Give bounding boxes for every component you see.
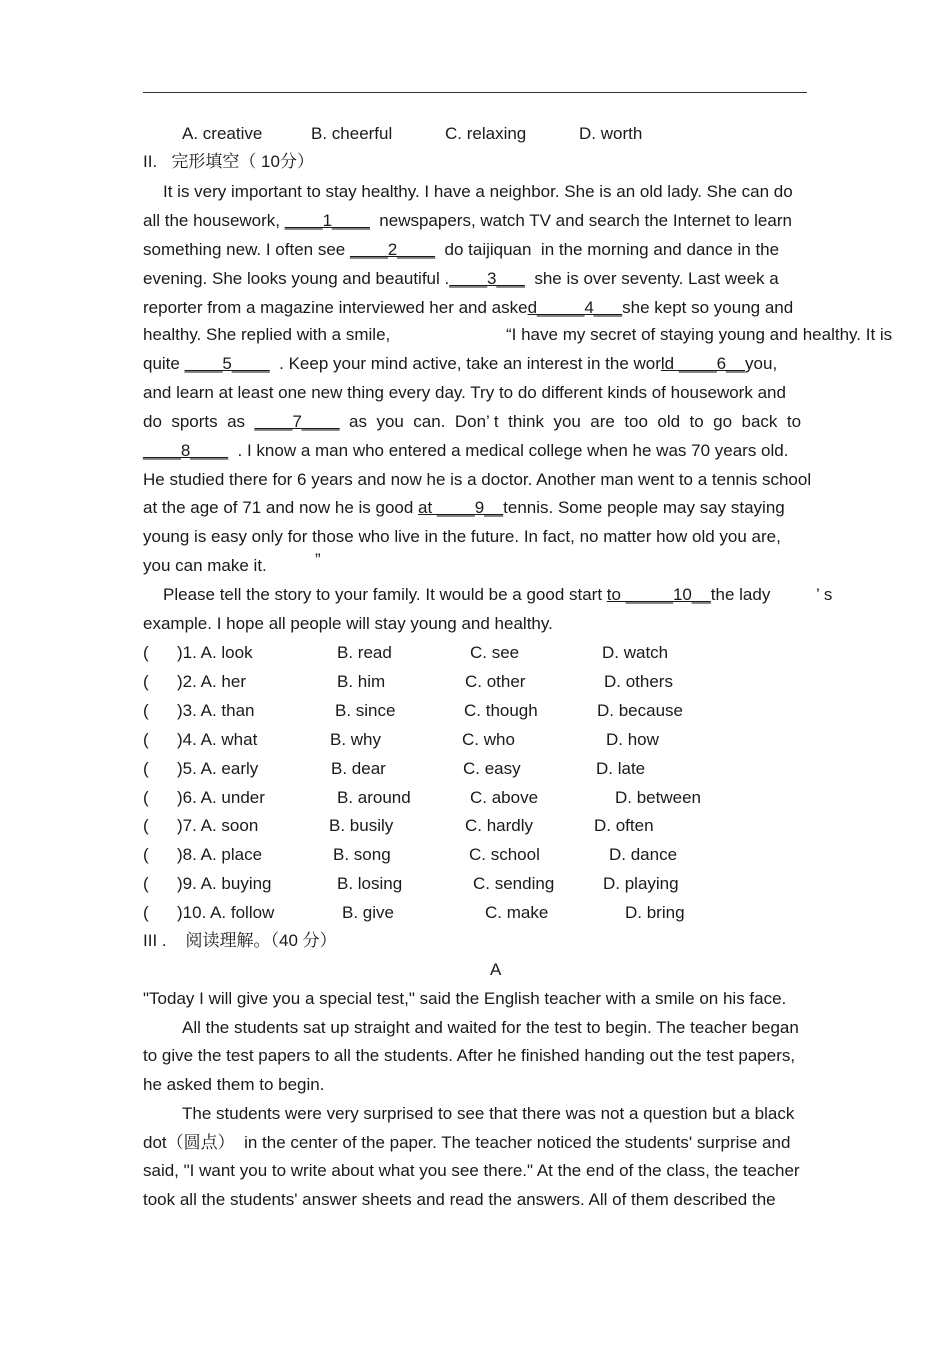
option-c[interactable]: C. make — [485, 903, 549, 922]
option-d[interactable]: D. watch — [602, 643, 669, 662]
option-b[interactable]: B. read — [337, 643, 392, 662]
passage-line: something new. I often see ____2____ do taijiquan in the morning and dance in the — [143, 240, 780, 259]
option-c[interactable]: C. hardly — [465, 816, 534, 835]
reading-line: took all the students' answer sheets and read the answers. All of them described the — [143, 1190, 776, 1209]
option-c[interactable]: C. easy — [463, 759, 521, 778]
passage-line: quite ____5____ . Keep your mind active, take an interest in the world ____6__you, — [143, 354, 778, 373]
passage-line: ____8____ . I know a man who entered a medical college when he was 70 years old. — [143, 441, 789, 460]
blank-5[interactable]: ____5____ — [184, 354, 270, 373]
blank-7[interactable]: ____7____ — [254, 412, 340, 431]
blank-10[interactable]: to _____10__ — [606, 585, 711, 604]
blank-4[interactable]: d_____4___ — [527, 298, 623, 317]
option-c[interactable]: C. though — [464, 701, 538, 720]
prev-option-d: D. worth — [579, 124, 643, 143]
option-b[interactable]: B. song — [333, 845, 391, 864]
question-2[interactable]: ( )2. A. her — [143, 672, 246, 691]
question-5[interactable]: ( )5. A. early — [143, 759, 259, 778]
option-b[interactable]: B. since — [335, 701, 396, 720]
option-d[interactable]: D. dance — [609, 845, 678, 864]
blank-6[interactable]: ld ____6__ — [660, 354, 746, 373]
reading-line: dot（圆点） in the center of the paper. The teacher noticed the students' surprise and — [143, 1133, 791, 1152]
reading-line: to give the test papers to all the students. After he finished handing out the test papers, — [143, 1046, 796, 1065]
question-4[interactable]: ( )4. A. what — [143, 730, 258, 749]
option-d[interactable]: D. late — [596, 759, 646, 778]
option-c[interactable]: C. see — [470, 643, 520, 662]
prev-option-c: C. relaxing — [445, 124, 527, 143]
reading-line: he asked them to begin. — [143, 1075, 325, 1094]
passage-line: Please tell the story to your family. It would be a good start to _____10__the lady — [163, 585, 771, 604]
option-b[interactable]: B. losing — [337, 874, 403, 893]
option-b[interactable]: B. busily — [329, 816, 394, 835]
question-9[interactable]: ( )9. A. buying — [143, 874, 272, 893]
passage-line: all the housework, ____1____ newspapers, watch TV and search the Internet to learn — [143, 211, 792, 230]
reading-line: "Today I will give you a special test," said the English teacher with a smile on his face. — [143, 989, 787, 1008]
passage-line: It is very important to stay healthy. I have a neighbor. She is an old lady. She can do — [163, 182, 793, 201]
reading-line: said, "I want you to write about what you see there." At the end of the class, the teacher — [143, 1161, 800, 1180]
option-b[interactable]: B. why — [330, 730, 382, 749]
option-d[interactable]: D. because — [597, 701, 683, 720]
blank-8[interactable]: ____8____ — [143, 441, 229, 460]
passage-line: healthy. She replied with a smile, — [143, 325, 391, 344]
question-10[interactable]: ( )10. A. follow — [143, 903, 275, 922]
section-2-heading: II. 完形填空（ 10分） — [143, 152, 314, 171]
section-3-heading: III . 阅读理解。（40 分） — [143, 931, 337, 950]
option-b[interactable]: B. give — [342, 903, 394, 922]
passage-line: ’ s — [816, 585, 833, 604]
option-c[interactable]: C. other — [465, 672, 526, 691]
question-3[interactable]: ( )3. A. than — [143, 701, 255, 720]
option-d[interactable]: D. often — [594, 816, 654, 835]
header-rule — [143, 92, 807, 93]
passage-line: at the age of 71 and now he is good at ____9__tennis. Some people may say staying — [143, 498, 785, 517]
question-7[interactable]: ( )7. A. soon — [143, 816, 259, 835]
option-c[interactable]: C. sending — [473, 874, 555, 893]
option-d[interactable]: D. how — [606, 730, 659, 749]
option-d[interactable]: D. between — [615, 788, 701, 807]
passage-line: “I have my secret of staying young and healthy. It is — [506, 325, 893, 344]
option-d[interactable]: D. bring — [625, 903, 685, 922]
prev-option-b: B. cheerful — [311, 124, 393, 143]
closing-quote: ” — [315, 550, 321, 569]
reading-line: All the students sat up straight and waited for the test to begin. The teacher began — [182, 1018, 799, 1037]
blank-1[interactable]: ____1____ — [284, 211, 370, 230]
question-6[interactable]: ( )6. A. under — [143, 788, 265, 807]
passage-line: and learn at least one new thing every day. Try to do different kinds of housework and — [143, 383, 786, 402]
option-c[interactable]: C. who — [462, 730, 515, 749]
question-8[interactable]: ( )8. A. place — [143, 845, 263, 864]
option-c[interactable]: C. above — [470, 788, 539, 807]
reading-line: The students were very surprised to see that there was not a question but a black — [182, 1104, 795, 1123]
question-1[interactable]: ( )1. A. look — [143, 643, 253, 662]
option-b[interactable]: B. dear — [331, 759, 386, 778]
option-b[interactable]: B. him — [337, 672, 386, 691]
passage-line: young is easy only for those who live in the future. In fact, no matter how old you are, — [143, 527, 781, 546]
option-d[interactable]: D. others — [604, 672, 673, 691]
passage-line: He studied there for 6 years and now he is a doctor. Another man went to a tennis school — [143, 470, 812, 489]
passage-label: A — [490, 960, 502, 979]
passage-line: you can make it. — [143, 556, 267, 575]
option-c[interactable]: C. school — [469, 845, 540, 864]
option-d[interactable]: D. playing — [603, 874, 679, 893]
blank-9[interactable]: at ____9__ — [418, 498, 504, 517]
option-b[interactable]: B. around — [337, 788, 411, 807]
passage-line: example. I hope all people will stay young and healthy. — [143, 614, 553, 633]
prev-option-a: A. creative — [182, 124, 263, 143]
passage-line: do sports as ____7____ as you can. Don’ t think you are too old to go back to — [143, 412, 802, 431]
passage-line: evening. She looks young and beautiful .____3___ she is over seventy. Last week a — [143, 269, 779, 288]
blank-2[interactable]: ____2____ — [349, 240, 436, 259]
passage-line: reporter from a magazine interviewed her and asked_____4___she kept so young and — [143, 298, 794, 317]
blank-3[interactable]: ____3___ — [449, 269, 525, 288]
